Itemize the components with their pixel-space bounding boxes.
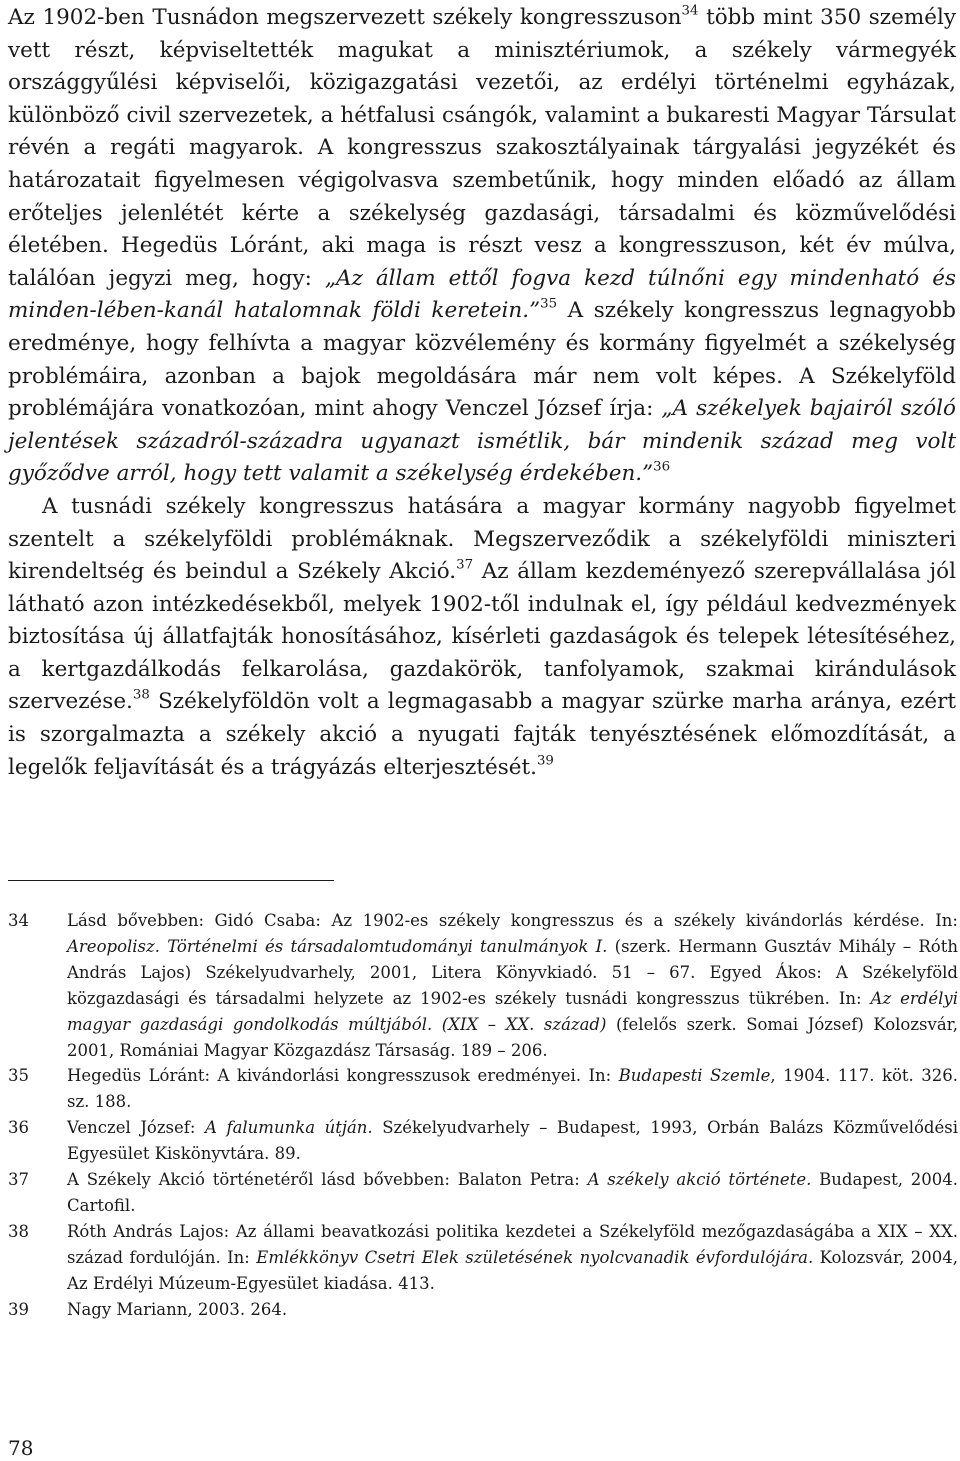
footnote-ref: 35 — [540, 296, 558, 312]
text-run: Kolozsvár, 2004, Az Erdélyi Múzeum-Egyesület kiadása. 413. — [67, 1247, 958, 1293]
paragraph-1 — [8, 2, 956, 491]
footnote-number: 35 — [8, 1066, 29, 1086]
footnote-text — [67, 1297, 958, 1323]
text-run: Székelyföldön volt a legmagasabb a magyar szürke marha aránya, ezért is szorgalmazta a székely akció a nyugati fajták tenyésztésének előmozdítását, a legelők feljavítását és a trágyázás elterjesztését. — [8, 689, 956, 780]
footnote-text — [67, 1063, 958, 1115]
text-run: Hegedüs Lóránt: A kivándorlási kongresszusok eredményei. In: — [67, 1066, 619, 1086]
footnote-ref: 37 — [456, 557, 474, 573]
text-run: Az állam kezdeményező szerepvállalása jól látható azon intézkedésekből, melyek 1902-től indulnak el, így például kedvezmények biztosítása új állatfajták honosításához, kísérleti gazdaságok és telepek létesítéséhez, a kertgazdálkodás felkarolása, gazdakörök, tanfolyamok, szakmai kirándulások szervezése. — [8, 559, 956, 715]
footnote-text — [67, 1115, 958, 1167]
text-run: Székelyudvarhely – Budapest, 1993, Orbán Balázs Közművelődési Egyesület Kiskönyvtára. 89. — [67, 1118, 958, 1164]
text-run: Az 1902-ben Tusnádon megszervezett székely kongresszuson — [8, 5, 682, 30]
italic-quote: Emlékkönyv Csetri Elek születésének nyolcvanadik évfordulójára. — [256, 1247, 814, 1267]
footnote-35 — [8, 1063, 958, 1115]
footnote-38 — [8, 1219, 958, 1297]
footnote-ref: 36 — [653, 459, 671, 475]
text-run: Nagy Mariann, 2003. 264. — [67, 1299, 288, 1319]
italic-quote: Az erdélyi magyar gazdasági gondolkodás múltjából. (XIX – XX. század) — [67, 988, 958, 1034]
footnote-text — [67, 908, 958, 1063]
text-run: Lásd bővebben: Gidó Csaba: Az 1902-es székely kongresszus és a székely kivándorlás kérdése. In: — [67, 911, 958, 930]
text-run: A székely kongresszus legnagyobb eredménye, hogy felhívta a magyar közvélemény és kormány figyelmét a székelység problémáira, azonban a bajok megoldására már nem volt képes. A Székelyföld problémájára vonatkozóan, mint ahogy Venczel József írja: — [8, 298, 956, 422]
footnote-34 — [8, 908, 958, 1063]
text-run: Budapest, 2004. Cartofil. — [67, 1170, 958, 1215]
footnote-separator — [8, 880, 334, 881]
paragraph-2 — [8, 491, 956, 784]
footnote-text — [67, 1219, 958, 1297]
footnote-number: 39 — [8, 1299, 29, 1319]
footnote-number: 36 — [8, 1118, 29, 1138]
footnote-ref: 39 — [536, 753, 554, 769]
footnotes — [8, 908, 958, 1323]
italic-quote: Areopolisz. Történelmi és társadalomtudományi tanulmányok I. — [67, 936, 608, 956]
footnote-number: 34 — [8, 911, 29, 930]
text-run: Venczel József: — [67, 1118, 205, 1138]
italic-quote: Budapesti Szemle — [618, 1066, 771, 1086]
text-run: Róth András Lajos: Az állami beavatkozási politika kezdetei a Székelyföld mezőgazdaságába a XIX – XX. század fordulóján. In: — [67, 1221, 958, 1267]
footnote-39 — [8, 1297, 958, 1323]
footnote-37 — [8, 1167, 958, 1219]
page-number: 78 — [8, 1436, 34, 1460]
main-text — [8, 2, 956, 784]
footnote-ref: 34 — [681, 3, 699, 19]
italic-quote: A székely akció története. — [587, 1170, 812, 1190]
italic-quote: „Az állam ettől fogva kezd túlnőni egy mindenható és minden-lében-kanál hatalomnak földi keretein.” — [8, 265, 956, 324]
footnote-number: 37 — [8, 1170, 29, 1190]
footnote-text — [67, 1167, 958, 1219]
text-run: , 1904. 117. köt. 326. sz. 188. — [67, 1066, 958, 1112]
text-run: több mint 350 személy vett részt, képviseltették magukat a minisztériumok, a székely vármegyék országgyűlési képviselői, közigazgatási vezetői, az erdélyi történelmi egyházak, különböző civil szervezetek, a hétfalusi csángók, valamint a bukaresti Magyar Társulat révén a regáti magyarok. A kongresszus szakosztályainak tárgyalási jegyzékét és határozatait figyelmesen végigolvasva szembetűnik, hogy minden előadó az állam erőteljes jelenlétét kérte a székelység gazdasági, társadalmi és közművelődési életében. Hegedüs Lóránt, aki maga is részt vesz a kongresszuson, két év múlva, találóan jegyzi meg, hogy: — [8, 5, 956, 291]
footnote-number: 38 — [8, 1221, 29, 1241]
text-run: A Székely Akció történetéről lásd bővebben: Balaton Petra: — [67, 1170, 588, 1190]
italic-quote: „A székelyek bajairól szóló jelentések századról-századra ugyanazt ismétlik, bár mindenik század meg volt győződve arról, hogy tett valamit a székelység érdekében.” — [8, 396, 956, 487]
footnote-36 — [8, 1115, 958, 1167]
italic-quote: A falumunka útján. — [205, 1118, 373, 1138]
text-run: (felelős szerk. Somai József) Kolozsvár, 2001, Romániai Magyar Közgazdász Társaság. 189 – 206. — [67, 1014, 958, 1060]
text-run: A tusnádi székely kongresszus hatására a magyar kormány nagyobb figyelmet szentelt a székelyföldi problémáknak. Megszerveződik a székelyföldi miniszteri kirendeltség és beindul a Székely Akció. — [8, 493, 956, 585]
footnote-ref: 38 — [132, 687, 150, 703]
text-run: (szerk. Hermann Gusztáv Mihály – Róth András Lajos) Székelyudvarhely, 2001, Litera Könyvkiadó. 51 – 67. Egyed Ákos: A Székelyföld közgazdasági és társadalmi helyzete az 1902-es székely tusnádi kongresszus tükrében. In: — [67, 936, 958, 1008]
